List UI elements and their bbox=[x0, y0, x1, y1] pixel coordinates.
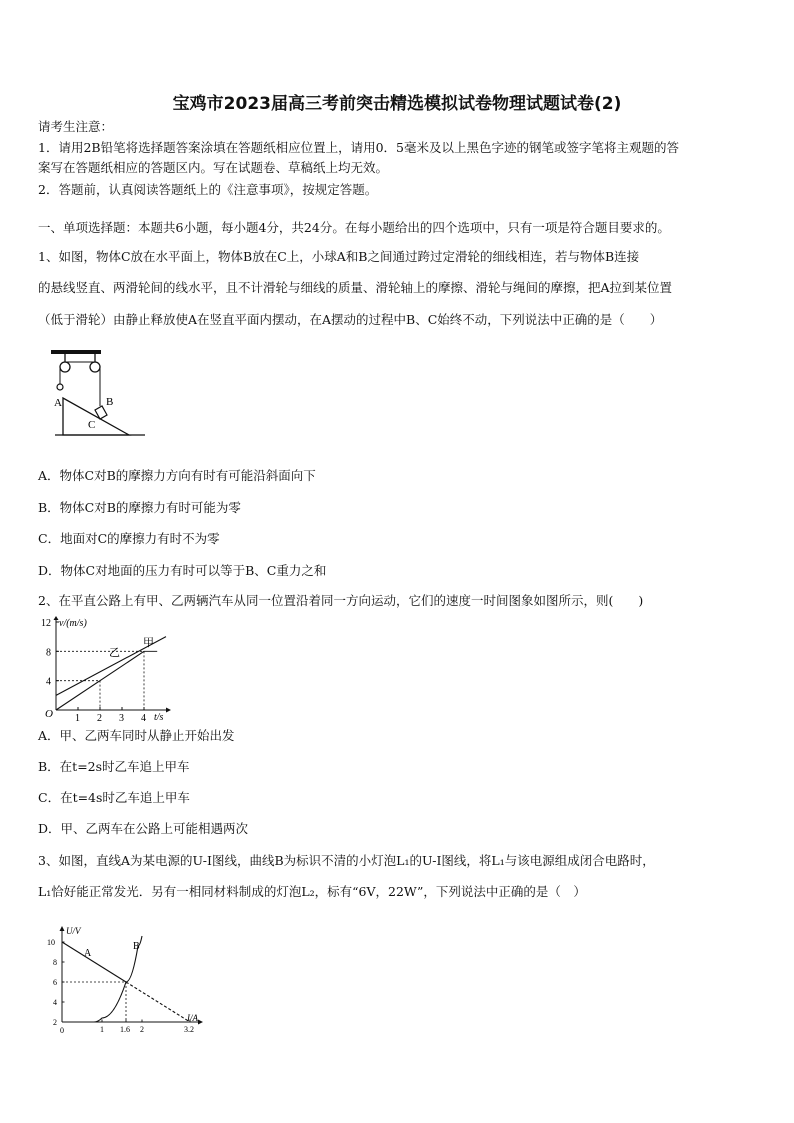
label-c: C bbox=[88, 419, 96, 431]
x-tick-label: 3 bbox=[119, 713, 124, 724]
origin-label: 0 bbox=[60, 1026, 64, 1035]
x-tick-label: 1 bbox=[75, 713, 80, 724]
y-axis-arrow bbox=[54, 616, 59, 620]
y-tick-label: 2 bbox=[53, 1018, 57, 1027]
q1-option-c: C．地面对C的摩擦力有时不为零 bbox=[38, 531, 220, 546]
y-tick-label: 6 bbox=[53, 978, 57, 987]
series-label-yi: 乙 bbox=[109, 647, 120, 659]
q2-velocity-time-chart bbox=[36, 616, 176, 724]
x-axis-arrow bbox=[166, 708, 171, 713]
x-tick-label: 1 bbox=[100, 1025, 104, 1034]
y-tick-label: 4 bbox=[53, 998, 57, 1007]
x-tick-label: 1.6 bbox=[120, 1025, 130, 1034]
q2-option-c: C．在t=4s时乙车追上甲车 bbox=[38, 790, 190, 805]
label-a: A bbox=[54, 397, 62, 409]
origin-label: O bbox=[45, 708, 53, 720]
q1-option-b: B．物体C对B的摩擦力有时可能为零 bbox=[38, 500, 241, 515]
label-b: B bbox=[106, 396, 114, 408]
y-axis-label: U/V bbox=[66, 926, 81, 936]
q2-stem: 2、在平直公路上有甲、乙两辆汽车从同一位置沿着同一方向运动，它们的速度一时间图象如图所示，则( ) bbox=[38, 593, 644, 608]
q1-stem-line-3: （低于滑轮）由静止释放使A在竖直平面内摆动，在A摆动的过程中B、C始终不动，下列说法中正确的是（ ） bbox=[38, 312, 663, 327]
q2-option-b: B．在t=2s时乙车追上甲车 bbox=[38, 759, 190, 774]
page-title: 宝鸡市2023届高三考前突击精选模拟试卷物理试题试卷(2) bbox=[172, 94, 622, 114]
q2-option-a: A．甲、乙两车同时从静止开始出发 bbox=[38, 728, 235, 743]
notice-heading: 请考生注意： bbox=[38, 119, 114, 134]
notice-item-1-line-2: 案写在答题纸相应的答题区内。写在试题卷、草稿纸上均无效。 bbox=[38, 160, 389, 175]
q1-option-a: A．物体C对B的摩擦力方向有时有可能沿斜面向下 bbox=[38, 468, 316, 483]
x-axis-label: t/s bbox=[154, 712, 164, 723]
x-axis-arrow bbox=[198, 1020, 203, 1025]
series-label-b: B bbox=[133, 941, 140, 952]
notice-item-1-line-1: 1．请用2B铅笔将选择题答案涂填在答题纸相应位置上，请用0．5毫米及以上黑色字迹的钢笔或签字笔将主观题的答 bbox=[38, 140, 679, 155]
x-tick-label: 2 bbox=[140, 1025, 144, 1034]
ceiling-beam bbox=[51, 350, 101, 354]
series-line-a-extension bbox=[126, 982, 190, 1022]
x-tick-label: 4 bbox=[141, 713, 146, 724]
y-tick-label: 4 bbox=[46, 676, 51, 688]
q1-pulley-figure bbox=[45, 348, 155, 440]
y-axis-label: v/(m/s) bbox=[59, 618, 87, 629]
q1-option-d: D．物体C对地面的压力有时可以等于B、C重力之和 bbox=[38, 563, 327, 578]
section-heading: 一、单项选择题：本题共6小题，每小题4分，共24分。在每小题给出的四个选项中，只有一项是符合题目要求的。 bbox=[38, 220, 670, 235]
right-pulley bbox=[90, 362, 100, 372]
y-tick-label: 8 bbox=[53, 958, 57, 967]
series-label-a: A bbox=[84, 948, 92, 959]
q1-stem-line-2: 的悬线竖直、两滑轮间的线水平，且不计滑轮与细线的质量、滑轮轴上的摩擦、滑轮与绳间的摩擦，把A拉到某位置 bbox=[38, 280, 673, 295]
x-tick-label: 2 bbox=[97, 713, 102, 724]
y-axis-arrow bbox=[60, 926, 65, 931]
q1-stem-line-1: 1、如图，物体C放在水平面上，物体B放在C上，小球A和B之间通过跨过定滑轮的细线相连，若与物体B连接 bbox=[38, 249, 640, 264]
q3-stem-line-1: 3、如图，直线A为某电源的U-I图线，曲线B为标识不清的小灯泡L₁的U-I图线，将L₁与该电源组成闭合电路时， bbox=[38, 853, 655, 868]
q2-option-d: D．甲、乙两车在公路上可能相遇两次 bbox=[38, 821, 249, 836]
y-tick-label: 10 bbox=[47, 938, 55, 947]
left-pulley bbox=[60, 362, 70, 372]
q3-stem-line-2: L₁恰好能正常发光．另有一相同材料制成的灯泡L₂，标有“6V，22W”，下列说法中正确的是（ ） bbox=[38, 884, 586, 899]
y-tick-label: 12 bbox=[41, 618, 51, 629]
x-axis-label: I/A bbox=[187, 1013, 198, 1023]
x-tick-label: 3.2 bbox=[184, 1025, 194, 1034]
y-tick-label: 8 bbox=[46, 647, 51, 659]
ball-a bbox=[57, 384, 63, 390]
notice-item-2: 2．答题前，认真阅读答题纸上的《注意事项》，按规定答题。 bbox=[38, 182, 378, 197]
q3-ui-chart bbox=[40, 925, 210, 1037]
series-line-a bbox=[62, 942, 126, 982]
incline-c bbox=[63, 398, 129, 435]
series-label-jia: 甲 bbox=[143, 637, 154, 649]
